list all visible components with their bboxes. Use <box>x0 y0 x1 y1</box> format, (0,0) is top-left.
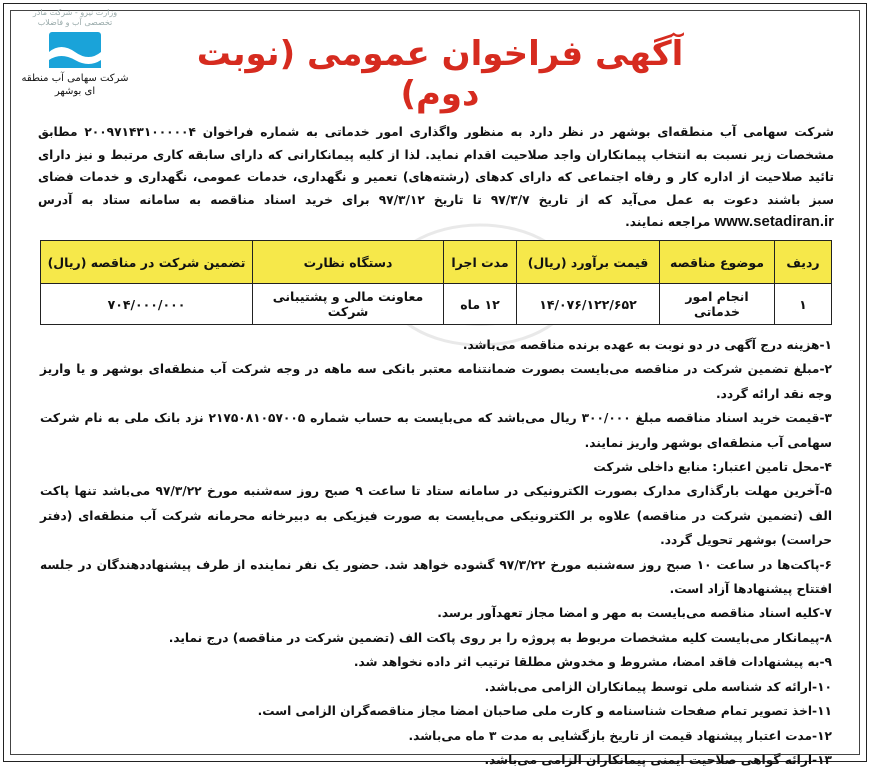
list-item: ۱-هزینه درج آگهی در دو نوبت به عهده برنده مناقصه می‌باشد. <box>462 338 832 352</box>
list-item: ۲-مبلغ تضمین شرکت در مناقصه می‌بایست بصورت ضمانتنامه معتبر بانکی سه ماهه در وجه شرکت آب منطقه‌ای بوشهر و یا واریز وجه نقد ارائه گردد. <box>40 362 832 401</box>
header-row-number: ردیف <box>775 241 832 284</box>
table-header-row <box>41 241 832 284</box>
intro-text: شرکت سهامی آب منطقه‌ای بوشهر در نظر دارد به منظور واگذاری امور خدماتی به شماره فراخوان ۲۰۰۹۷۱۴۳۱۰۰۰۰۰۴ مطابق مشخصات زیر نسبت به انتخاب پیمانکاران واجد صلاحیت اقدام نماید. لذا از کلیه پیمانکارانی که دارای سابقه کاری مرتبط و نیز دارای تائید صلاحیت از اداره کار و رفاه اجتماعی که دارای کدهای (رشته‌های) تعمیر و نگهداری، خدمات عمومی، نگهداری و خدمات فضای سبز باشند دعوت به عمل می‌آید که از تاریخ ۹۷/۳/۷ تا تاریخ ۹۷/۳/۱۲ برای خرید اسناد مناقصه به سامانه ستاد به آدرس <box>38 125 835 207</box>
list-item: ۵-آخرین مهلت بارگذاری مدارک بصورت الکترونیکی در سامانه ستاد تا ساعت ۹ صبح روز سه‌شنبه مورخ ۹۷/۳/۲۲ می‌باشد تنها پاکت الف (تضمین شرکت در مناقصه) علاوه بر الکترونیکی می‌بایست به صورت فیزیکی به دبیرخانه محرمانه شرکت آب منطقه‌ای (دفتر حراست) بوشهر تحویل گردد. <box>40 484 832 548</box>
list-item: ۶-پاکت‌ها در ساعت ۱۰ صبح روز سه‌شنبه مورخ ۹۷/۳/۲۲ گشوده خواهد شد. حضور یک نفر نماینده از طرف پیشنهاددهندگان در جلسه افتتاح پیشنهادها آزاد است. <box>40 557 832 597</box>
setad-url-link[interactable]: www.setadiran.ir <box>714 213 834 230</box>
list-item: ۱۰-ارائه کد شناسه ملی توسط پیمانکاران الزامی می‌باشد. <box>484 679 832 694</box>
header-subject: موضوع مناقصه <box>660 241 775 284</box>
header-supervisor: دستگاه نظارت <box>253 241 444 284</box>
list-item: ۳-قیمت خرید اسناد مناقصه مبلغ ۳۰۰/۰۰۰ ریال می‌باشد که می‌بایست به حساب شماره ۲۱۷۵۰۸۱۰۵۷۰۰۵ نزد بانک ملی به نام شرکت سهامی آب منطقه‌ای بوشهر واریز نمایند. <box>40 411 832 450</box>
list-item: ۸-پیمانکار می‌بایست کلیه مشخصات مربوط به پروژه را بر روی پاکت الف (تضمین شرکت در مناقصه) درج نماید. <box>168 630 832 645</box>
cell-guarantee: ۷۰۴/۰۰۰/۰۰۰ <box>41 284 253 325</box>
header-guarantee: تضمین شرکت در مناقصه (ریال) <box>41 241 253 284</box>
list-item: ۱۳-ارائه گواهی صلاحیت ایمنی پیمانکاران الزامی می‌باشد. <box>484 752 832 767</box>
header-duration: مدت اجرا <box>444 241 517 284</box>
list-item: ۱۲-مدت اعتبار پیشنهاد قیمت از تاریخ بازگشایی به مدت ۳ ماه می‌باشد. <box>408 728 832 743</box>
organization-name: شرکت سهامی آب منطقه ای بوشهر <box>21 73 129 97</box>
list-item: ۹-به پیشنهادات فاقد امضا، مشروط و مخدوش مطلقا ترتیب اثر داده نخواهد شد. <box>353 655 832 670</box>
tender-table <box>40 240 832 325</box>
list-item: ۷-کلیه اسناد مناقصه می‌بایست به مهر و امضا مجاز تعهدآور برسد. <box>437 606 832 621</box>
table-row <box>41 284 832 325</box>
logo-top-text: وزارت نیرو - شرکت مادر تخصصی آب و فاضلاب <box>32 8 118 27</box>
header-estimated-price: قیمت برآورد (ریال) <box>517 241 660 284</box>
organization-logo <box>20 8 130 118</box>
cell-estimated-price: ۱۴/۰۷۶/۱۲۲/۶۵۲ <box>517 284 660 325</box>
list-item: ۱۱-اخذ تصویر تمام صفحات شناسنامه و کارت ملی صاحبان امضا مجاز مناقصه‌گران الزامی است. <box>257 704 832 719</box>
cell-row-number: ۱ <box>775 284 832 325</box>
cell-subject: انجام امور خدماتی <box>660 284 775 325</box>
intro-paragraph <box>38 121 834 234</box>
conditions-list <box>40 333 832 772</box>
water-wave-icon <box>47 30 103 70</box>
cell-supervisor: معاونت مالی و پشتیبانی شرکت <box>253 284 444 325</box>
list-item: ۴-محل تامین اعتبار: منابع داخلی شرکت <box>593 460 832 475</box>
page-title: آگهی فراخوان عمومی (نوبت دوم) <box>196 34 684 114</box>
intro-text-end: مراجعه نمایند. <box>625 215 711 229</box>
cell-duration: ۱۲ ماه <box>444 284 517 325</box>
